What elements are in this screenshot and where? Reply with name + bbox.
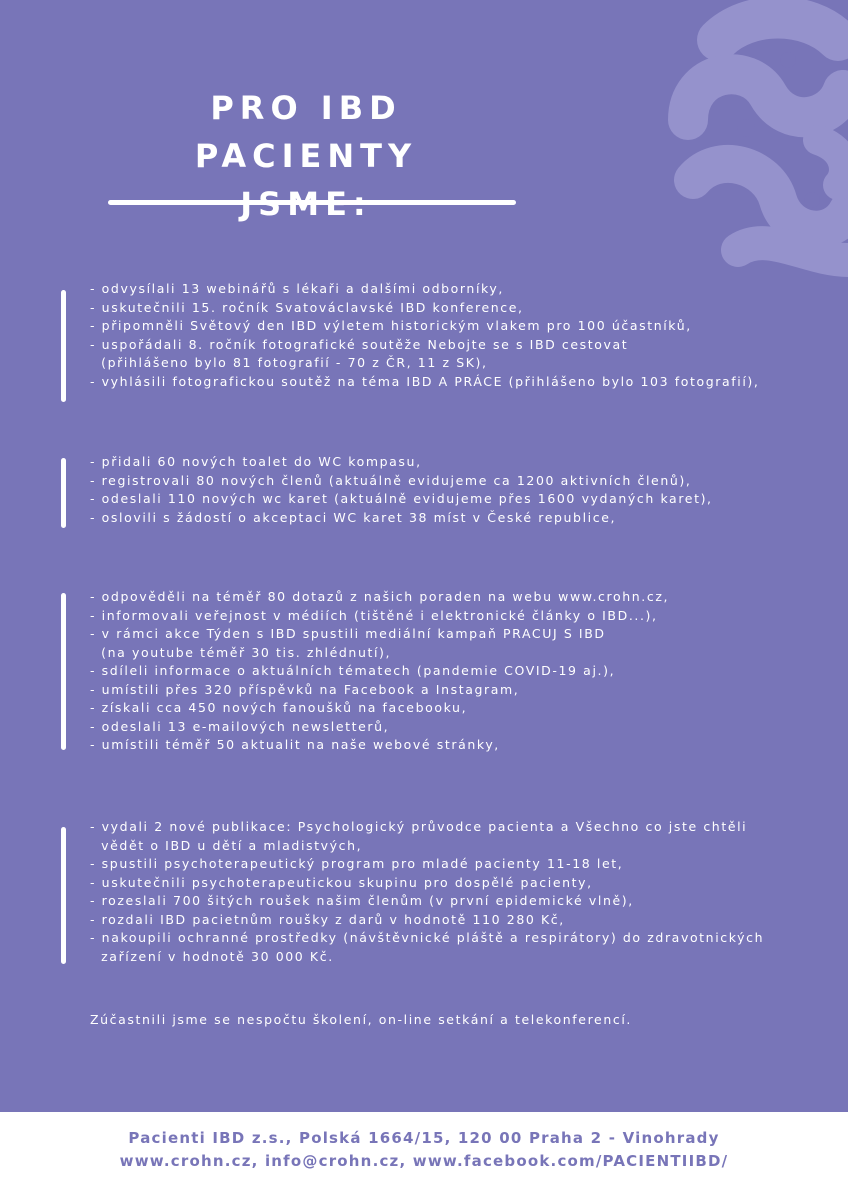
list-item: - spustili psychoterapeutický program pro mladé pacienty 11-18 let,	[90, 856, 624, 871]
list-item: - odvysílali 13 webinářů s lékaři a dalšími odborníky,	[90, 281, 504, 296]
list-item: - přidali 60 nových toalet do WC kompasu,	[90, 454, 422, 469]
footer	[0, 1112, 848, 1200]
section-marker-bar	[61, 593, 66, 750]
section-list	[90, 280, 840, 391]
list-item: - uskutečnili psychoterapeutickou skupinu pro dospělé pacienty,	[90, 874, 593, 890]
list-item: - odeslali 13 e-mailových newsletterů,	[90, 718, 390, 734]
list-item: - uspořádali 8. ročník fotografické soutěže Nebojte se s IBD cestovat	[90, 336, 629, 352]
page-title	[96, 84, 516, 228]
list-item: (přihlášeno bylo 81 fotografií - 70 z ČR, 11 z SK),	[90, 355, 488, 370]
footer-address: Pacienti IBD z.s., Polská 1664/15, 120 00 Praha 2 - Vinohrady	[128, 1129, 720, 1147]
list-item: - rozdali IBD pacietnům roušky z darů v hodnotě 110 280 Kč,	[90, 911, 565, 927]
list-item: - informovali veřejnost v médiích (tištěné i elektronické články o IBD...),	[90, 607, 658, 623]
list-item: - umístili téměř 50 aktualit na naše webové stránky,	[90, 737, 500, 752]
title-underline	[108, 200, 516, 205]
section-list	[90, 818, 840, 966]
section-marker-bar	[61, 290, 66, 402]
list-item: - sdíleli informace o aktuálních tématech (pandemie COVID-19 aj.),	[90, 663, 616, 678]
list-item: zařízení v hodnotě 30 000 Kč.	[90, 948, 334, 964]
section-marker-bar	[61, 827, 66, 964]
closing-statement: Zúčastnili jsme se nespočtu školení, on-line setkání a telekonferencí.	[90, 1012, 632, 1027]
section-list	[90, 588, 840, 755]
list-item: - registrovali 80 nových členů (aktuálně evidujeme ca 1200 aktivních členů),	[90, 472, 692, 488]
list-item: - vyhlásili fotografickou soutěž na téma IBD A PRÁCE (přihlášeno bylo 103 fotografií),	[90, 373, 760, 389]
list-item: - nakoupili ochranné prostředky (návštěvnické pláště a respirátory) do zdravotnických	[90, 930, 765, 945]
section-list	[90, 453, 840, 527]
title-line-1: PRO IBD PACIENTY	[194, 89, 418, 175]
list-item: - umístili přes 320 příspěvků na Facebook a Instagram,	[90, 681, 520, 697]
list-item: - připomněli Světový den IBD výletem historickým vlakem pro 100 účastníků,	[90, 318, 692, 333]
list-item: - rozeslali 700 šitých roušek našim členům (v první epidemické vlně),	[90, 893, 634, 908]
list-item: (na youtube téměř 30 tis. zhlédnutí),	[90, 644, 392, 660]
list-item: - vydali 2 nové publikace: Psychologický průvodce pacienta a Všechno co jste chtěli	[90, 819, 748, 834]
section-marker-bar	[61, 458, 66, 528]
list-item: - oslovili s žádostí o akceptaci WC karet 38 míst v České republice,	[90, 509, 617, 525]
list-item: - uskutečnili 15. ročník Svatováclavské IBD konference,	[90, 299, 524, 315]
footer-contacts: www.crohn.cz, info@crohn.cz, www.facebook.com/PACIENTIIBD/	[119, 1152, 729, 1170]
list-item: vědět o IBD u dětí a mladistvých,	[90, 837, 363, 853]
list-item: - odpověděli na téměř 80 dotazů z našich poraden na webu www.crohn.cz,	[90, 589, 670, 604]
list-item: - v rámci akce Týden s IBD spustili mediální kampaň PRACUJ S IBD	[90, 626, 606, 641]
decorative-blob-graphic	[598, 0, 848, 290]
list-item: - odeslali 110 nových wc karet (aktuálně evidujeme přes 1600 vydaných karet),	[90, 491, 713, 506]
list-item: - získali cca 450 nových fanoušků na facebooku,	[90, 700, 468, 715]
